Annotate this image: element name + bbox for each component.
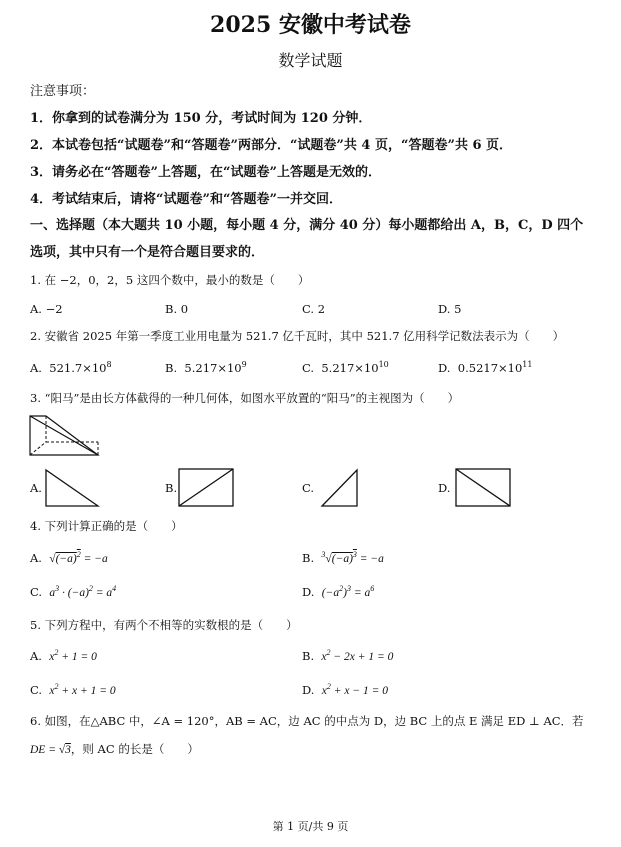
q2-option-d: D. $0.5217\times 10^{11}$ <box>438 360 533 375</box>
question-5-stem: 5. 下列方程中，有两个不相等的实数根的是（ ） <box>30 618 298 632</box>
q4-option-b: B. $^3√(-a)^3 = -a$ <box>302 550 384 565</box>
q5-option-c: C. $x^2 + x + 1 = 0$ <box>30 682 116 697</box>
q3-option-b-label: B. <box>165 481 178 495</box>
question-2-stem: 2. 安徽省 2025 年第一季度工业用电量为 521.7 亿千瓦时，其中 521.7 亿用科学记数法表示为（ ） <box>30 329 565 343</box>
q1-option-a: A. −2 <box>30 302 63 316</box>
q1-option-b: B. 0 <box>165 302 189 316</box>
question-6-line1: 6. 如图，在△ABC 中，∠A = 120°，AB = AC，边 AC 的中点为 D，边 BC 上的点 E 满足 ED ⊥ AC．若 <box>30 714 584 728</box>
q3-option-a-label: A. <box>30 481 42 495</box>
q4-option-a: A. $√(-a)^2 = -a$ <box>30 550 108 565</box>
q1-option-c: C. 2 <box>302 302 326 316</box>
page-subtitle: 数学试题 <box>278 51 343 70</box>
question-6-line2: DE = √3，则 AC 的长是（ ） <box>30 742 199 756</box>
q3-option-d-figure <box>455 468 511 508</box>
note-item: 4．考试结束后，请将“试题卷”和“答题卷”一并交回． <box>30 192 342 207</box>
q5-option-b: B. $x^2 - 2x + 1 = 0$ <box>302 648 394 663</box>
q1-option-d: D. 5 <box>438 302 462 316</box>
q3-option-c-figure <box>320 468 360 508</box>
section-heading-line1: 一、选择题（本大题共 10 小题，每小题 4 分，满分 40 分）每小题都给出 A，B，C，D 四个 <box>30 218 584 233</box>
q4-option-c: C. $a^3 \cdot (-a)^2 = a^4$ <box>30 584 117 599</box>
q2-option-c: C. $5.217\times 10^{10}$ <box>302 360 389 375</box>
page-footer: 第 1 页/共 9 页 <box>272 820 349 833</box>
q3-option-c-label: C. <box>302 481 315 495</box>
page-title: 2025 安徽中考试卷 <box>210 12 411 38</box>
note-item: 1．你拿到的试卷满分为 150 分，考试时间为 120 分钟． <box>30 111 372 126</box>
q3-option-a-figure <box>44 468 100 508</box>
q3-option-d-label: D. <box>438 481 451 495</box>
question-4-stem: 4. 下列计算正确的是（ ） <box>30 519 183 533</box>
q5-option-d: D. $x^2 + x - 1 = 0$ <box>302 682 389 697</box>
section-heading-line2: 选项，其中只有一个是符合题目要求的． <box>30 245 265 260</box>
yangma-solid-figure <box>28 412 102 458</box>
question-3-stem: 3. “阳马”是由长方体截得的一种几何体，如图水平放置的“阳马”的主视图为（ ） <box>30 391 460 405</box>
note-item: 3．请务必在“答题卷”上答题，在“试题卷”上答题是无效的． <box>30 165 381 180</box>
q3-option-b-figure <box>178 468 234 508</box>
notes-heading: 注意事项： <box>30 84 96 99</box>
note-item: 2．本试卷包括“试题卷”和“答题卷”两部分．“试题卷”共 4 页，“答题卷”共 6 页． <box>30 138 513 153</box>
question-1-stem: 1. 在 −2，0，2，5 这四个数中，最小的数是（ ） <box>30 273 310 287</box>
q2-option-b: B. $5.217\times 10^9$ <box>165 360 247 375</box>
q2-option-a: A. $521.7\times 10^8$ <box>30 360 112 375</box>
q5-option-a: A. $x^2 + 1 = 0$ <box>30 648 97 663</box>
q4-option-d: D. $(-a^2)^3 = a^6$ <box>302 584 375 599</box>
